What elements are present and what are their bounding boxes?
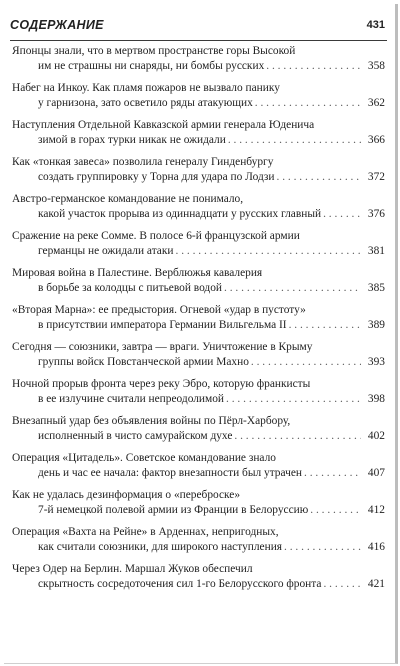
toc-entry-title-line2: [12, 392, 385, 407]
toc-entry-title-line2: [12, 540, 385, 555]
toc-entry-page-number: 366: [367, 134, 385, 146]
toc-entry-title-line2-text: в присутствии императора Германии Вильгельма II: [38, 319, 287, 331]
toc-entry-page-number: 362: [367, 97, 385, 109]
toc-entry-title-line2: [12, 355, 385, 370]
dot-leader: [228, 133, 361, 148]
toc-entry-title-line2-text: у гарнизона, зато осветило ряды атакующих: [38, 97, 253, 109]
toc-entry-title-line2: [12, 429, 385, 444]
toc-entry: [12, 340, 385, 371]
toc-entry-title-line2: [12, 133, 385, 148]
toc-entry-title-line2: [12, 577, 385, 592]
toc-entry-title-line2-text: создать группировку у Торна для удара по Лодзи: [38, 171, 275, 183]
dot-leader: [304, 466, 361, 481]
toc-entry-page-number: 372: [367, 171, 385, 183]
toc-entry-title-line2-text: в борьбе за колодцы с питьевой водой: [38, 282, 223, 294]
toc-entry-page-number: 358: [367, 60, 385, 72]
dot-leader: [176, 244, 362, 259]
toc-entry-title-line2: [12, 318, 385, 333]
toc-entry-title-line2: [12, 244, 385, 259]
toc-entry-title-line2: [12, 503, 385, 518]
toc-entry-title-line1: Мировая война в Палестине. Верблюжья кавалерия: [12, 267, 263, 279]
dot-leader: [310, 503, 361, 518]
toc-entry-title-line2-text: какой участок прорыва из одиннадцати у русских главный: [38, 208, 322, 220]
book-page: [4, 4, 398, 664]
toc-entry: [12, 377, 385, 408]
page-title: СОДЕРЖАНИЕ: [10, 18, 104, 32]
toc-entry: [12, 118, 385, 149]
toc-entry-title-line1: Операция «Вахта на Рейне» в Арденнах, непригодных,: [12, 526, 279, 538]
toc-entry: [12, 192, 385, 223]
dot-leader: [266, 59, 361, 74]
toc-entry-title-line2-text: день и час ее начала: фактор внезапности был утрачен: [38, 467, 302, 479]
toc-entry-title-line1: «Вторая Марна»: ее предыстория. Огневой «удар в пустоту»: [12, 304, 306, 316]
toc-entry-page-number: 402: [367, 430, 385, 442]
toc-entry: [12, 81, 385, 112]
dot-leader: [224, 281, 361, 296]
toc-entry-title-line1: Внезапный удар без объявления войны по Пёрл-Харбору,: [12, 415, 291, 427]
dot-leader: [234, 429, 361, 444]
dot-leader: [323, 207, 361, 222]
dot-leader: [284, 540, 361, 555]
toc-entry-title-line1: Как «тонкая завеса» позволила генералу Гинденбургу: [12, 156, 274, 168]
toc-entry-page-number: 412: [367, 504, 385, 516]
toc-entry: [12, 414, 385, 445]
toc-entry: [12, 229, 385, 260]
toc-entry-title-line2: [12, 96, 385, 111]
toc-entry-title-line2-text: в ее излучине считали непреодолимой: [38, 393, 225, 405]
toc-entry-page-number: 381: [367, 245, 385, 257]
toc-entry-title-line1: Ночной прорыв фронта через реку Эбро, которую франкисты: [12, 378, 311, 390]
toc-entry-title-line2-text: как считали союзники, для широкого наступления: [38, 541, 283, 553]
page-number: 431: [366, 19, 385, 31]
toc-entry: [12, 155, 385, 186]
toc-entry-title-line1: Операция «Цитадель». Советское командование знало: [12, 452, 276, 464]
table-of-contents: [12, 44, 385, 599]
toc-entry-page-number: 389: [367, 319, 385, 331]
toc-entry-title-line1: Японцы знали, что в мертвом пространстве горы Высокой: [12, 45, 296, 57]
dot-leader: [255, 96, 361, 111]
toc-entry-page-number: 407: [367, 467, 385, 479]
toc-entry-title-line2-text: исполненный в чисто самурайском духе: [38, 430, 233, 442]
toc-entry-page-number: 398: [367, 393, 385, 405]
running-header: [10, 14, 387, 41]
toc-entry-title-line2: [12, 59, 385, 74]
dot-leader: [289, 318, 361, 333]
toc-entry-title-line1: Как не удалась дезинформация о «переброске»: [12, 489, 241, 501]
toc-entry-page-number: 376: [367, 208, 385, 220]
toc-entry-title-line2: [12, 170, 385, 185]
toc-entry: [12, 303, 385, 334]
toc-entry-title-line2-text: им не страшны ни снаряды, ни бомбы русских: [38, 60, 265, 72]
toc-entry-title-line2-text: 7-й немецкой полевой армии из Франции в Белоруссию: [38, 504, 309, 516]
toc-entry: [12, 451, 385, 482]
dot-leader: [226, 392, 361, 407]
toc-entry-title-line1: Через Одер на Берлин. Маршал Жуков обеспечил: [12, 563, 253, 575]
dot-leader: [323, 577, 361, 592]
toc-entry-title-line1: Набег на Инкоу. Как пламя пожаров не вызвало панику: [12, 82, 280, 94]
toc-entry: [12, 525, 385, 556]
toc-entry-title-line2: [12, 466, 385, 481]
toc-entry: [12, 44, 385, 75]
toc-entry-title-line1: Австро-германское командование не понимало,: [12, 193, 244, 205]
toc-entry-page-number: 416: [367, 541, 385, 553]
toc-entry: [12, 266, 385, 297]
toc-entry-page-number: 421: [367, 578, 385, 590]
toc-entry-title-line2: [12, 207, 385, 222]
toc-entry-title-line1: Сражение на реке Сомме. В полосе 6-й французской армии: [12, 230, 300, 242]
toc-entry-title-line2-text: германцы не ожидали атаки: [38, 245, 174, 257]
toc-entry-title-line2-text: скрытность сосредоточения сил 1-го Белорусского фронта: [38, 578, 322, 590]
toc-entry: [12, 488, 385, 519]
toc-entry-page-number: 385: [367, 282, 385, 294]
dot-leader: [251, 355, 361, 370]
toc-entry: [12, 562, 385, 593]
toc-entry-title-line2-text: зимой в горах турки никак не ожидали: [38, 134, 226, 146]
toc-entry-page-number: 393: [367, 356, 385, 368]
dot-leader: [277, 170, 361, 185]
toc-entry-title-line1: Наступления Отдельной Кавказской армии генерала Юденича: [12, 119, 315, 131]
toc-entry-title-line1: Сегодня — союзники, завтра — враги. Уничтожение в Крыму: [12, 341, 313, 353]
toc-entry-title-line2: [12, 281, 385, 296]
toc-entry-title-line2-text: группы войск Повстанческой армии Махно: [38, 356, 249, 368]
